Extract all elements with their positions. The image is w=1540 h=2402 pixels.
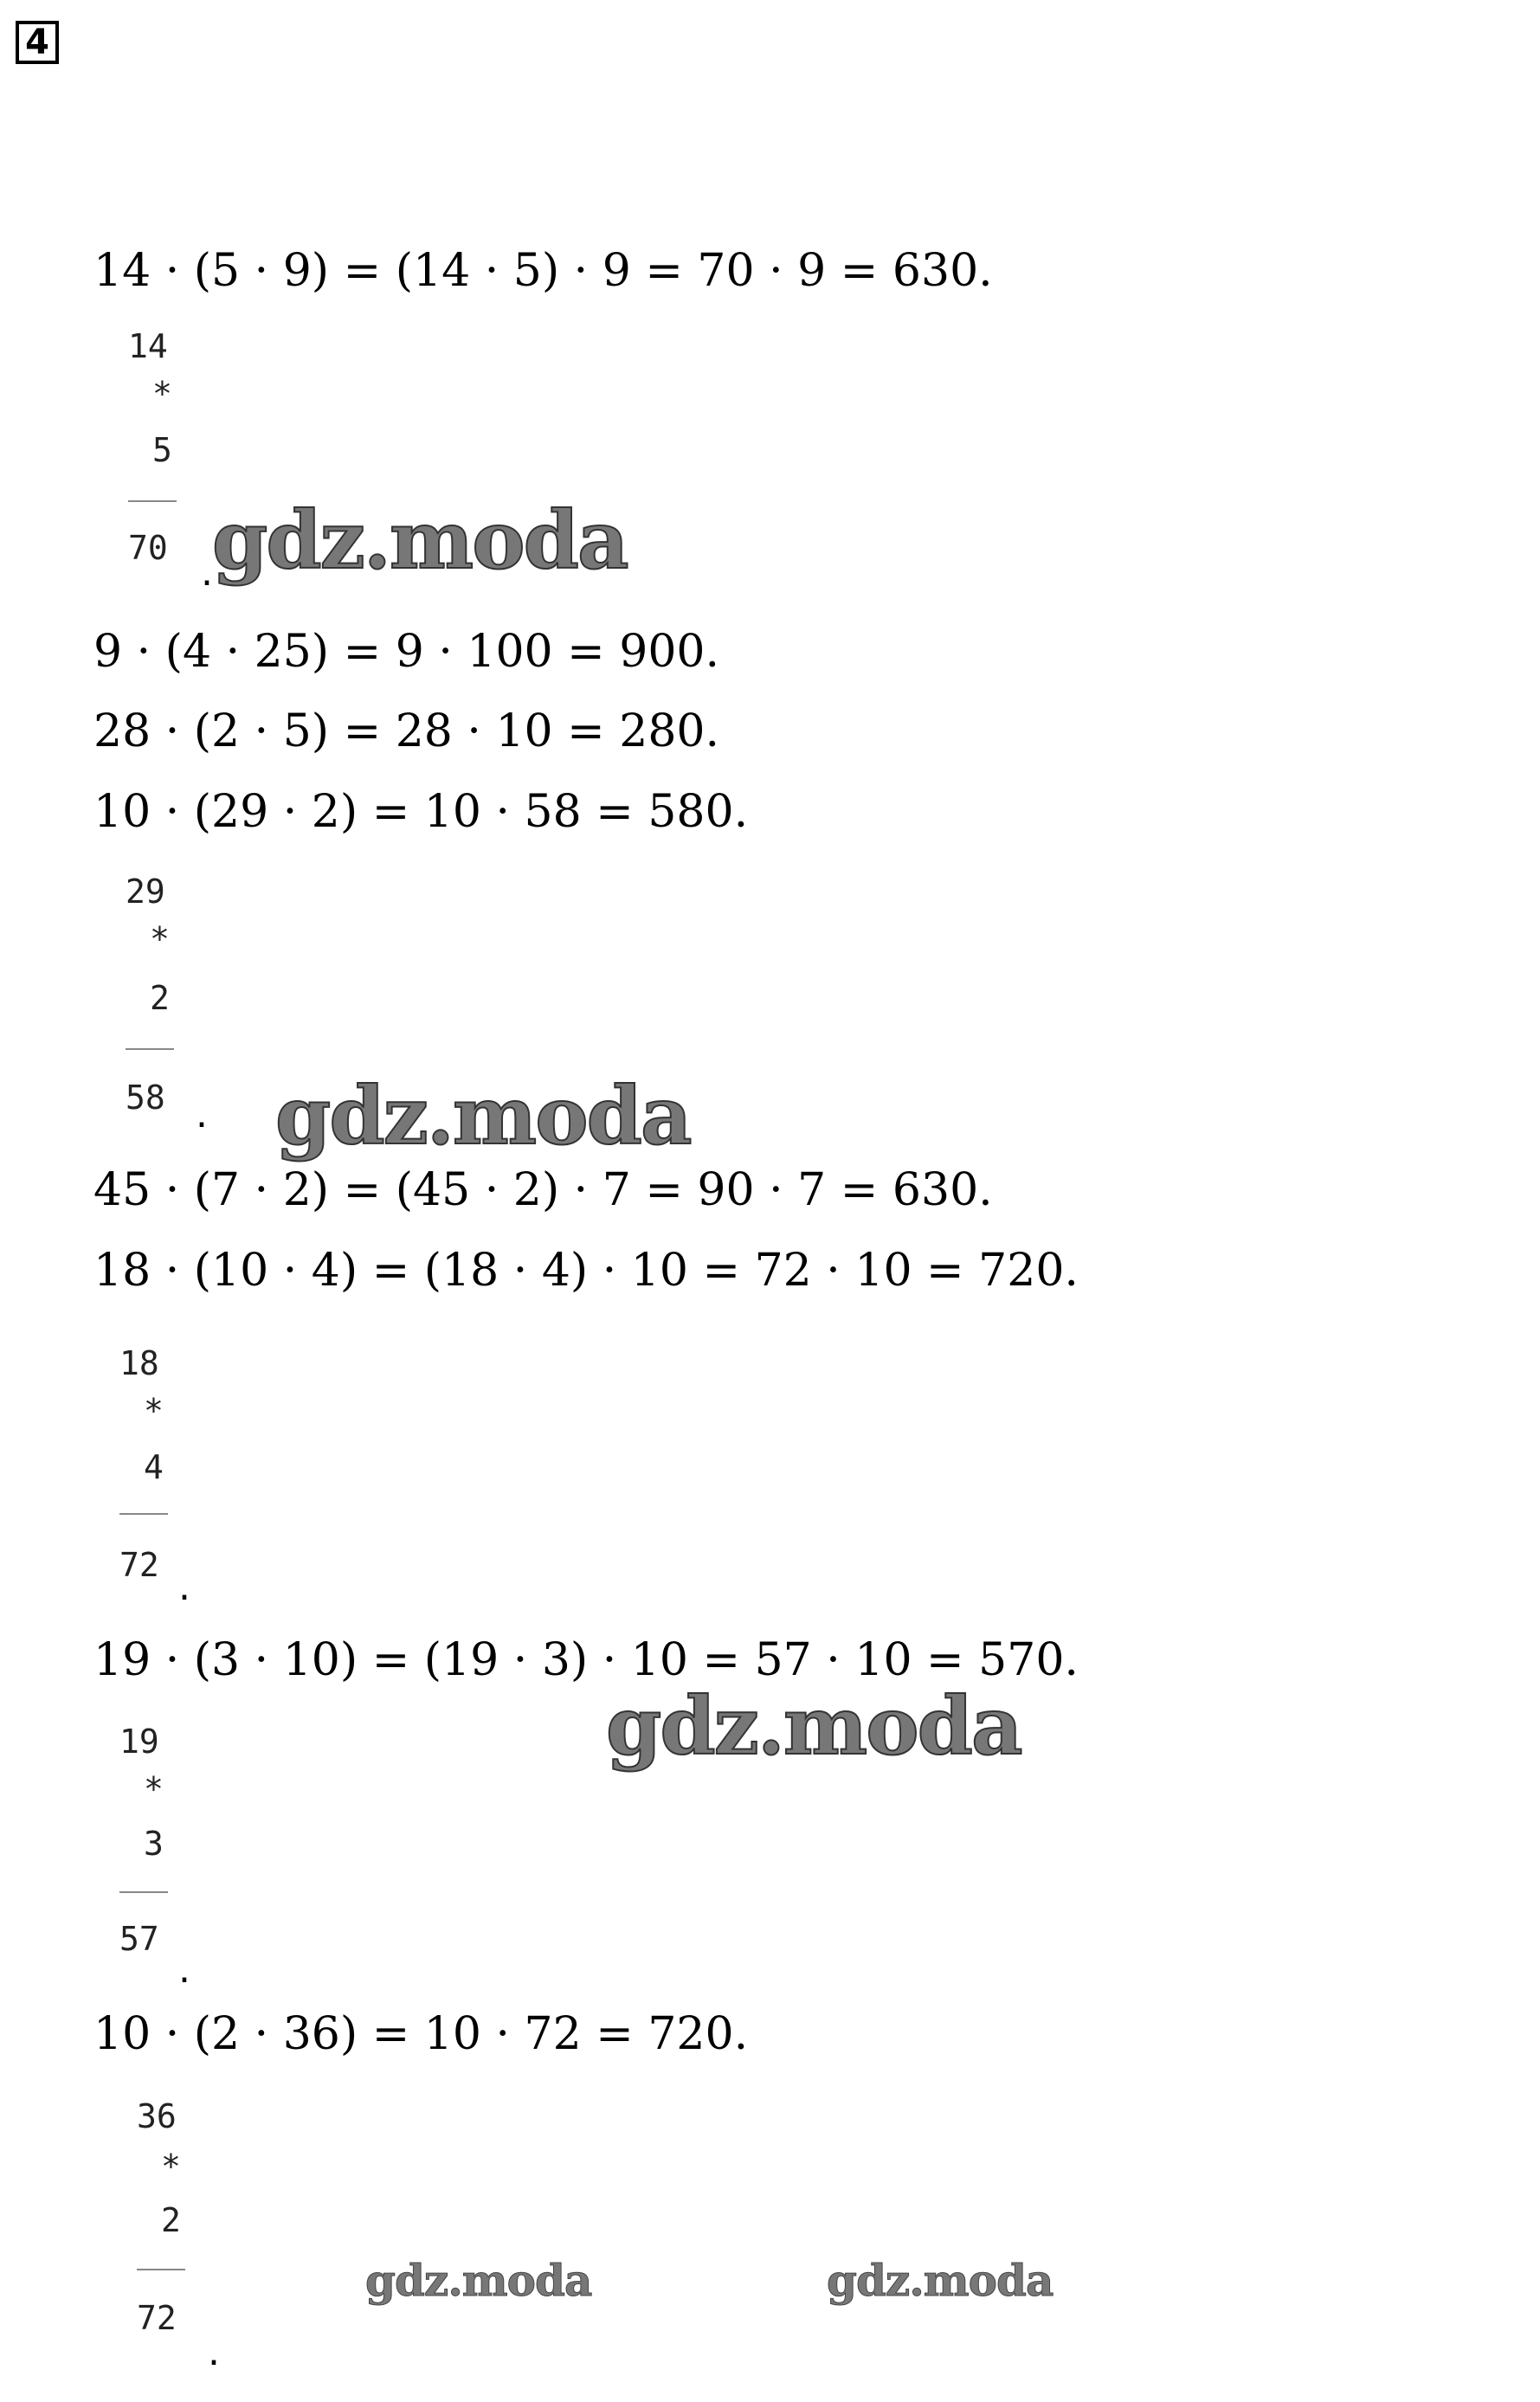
result-line xyxy=(126,1048,174,1050)
multiplicand: 36 xyxy=(137,2097,177,2135)
multiplier: 2 xyxy=(150,979,170,1017)
product: 72 xyxy=(119,1546,159,1584)
multiplier: 2 xyxy=(161,2201,181,2239)
period-mark: . xyxy=(196,1092,208,1137)
multiplicand: 14 xyxy=(128,327,168,365)
multiplier: 5 xyxy=(152,431,172,469)
multiplier: 3 xyxy=(144,1825,164,1863)
equation-line: 19 · (3 · 10) = (19 · 3) · 10 = 57 · 10 = 570. xyxy=(93,1634,1079,1686)
multiply-sign: * xyxy=(144,1392,164,1430)
multiply-sign: * xyxy=(152,375,172,413)
product: 70 xyxy=(128,529,168,567)
period-mark: . xyxy=(178,1948,190,1992)
multiplicand: 29 xyxy=(126,873,165,911)
multiplier: 4 xyxy=(144,1448,164,1486)
task-number-box: 4 xyxy=(16,21,59,64)
result-line xyxy=(119,1891,168,1893)
equation-line: 45 · (7 · 2) = (45 · 2) · 7 = 90 · 7 = 630. xyxy=(93,1164,993,1216)
multiplicand: 19 xyxy=(119,1723,159,1761)
period-mark: . xyxy=(178,1565,190,1609)
equation-line: 28 · (2 · 5) = 28 · 10 = 280. xyxy=(93,705,720,757)
equation-line: 10 · (29 · 2) = 10 · 58 = 580. xyxy=(93,786,749,838)
product: 72 xyxy=(137,2299,177,2337)
watermark: gdz.moda xyxy=(365,2255,592,2306)
watermark: gdz.moda xyxy=(212,493,628,587)
multiplicand: 18 xyxy=(119,1344,159,1382)
period-mark: . xyxy=(208,2330,220,2374)
result-line xyxy=(119,1513,168,1515)
product: 57 xyxy=(119,1920,159,1958)
watermark: gdz.moda xyxy=(606,1679,1021,1773)
equation-line: 14 · (5 · 9) = (14 · 5) · 9 = 70 · 9 = 630. xyxy=(93,245,993,297)
result-line xyxy=(128,500,177,502)
multiply-sign: * xyxy=(144,1770,164,1808)
product: 58 xyxy=(126,1079,165,1117)
result-line xyxy=(137,2269,185,2270)
watermark: gdz.moda xyxy=(827,2255,1054,2306)
period-mark: . xyxy=(201,551,213,595)
equation-line: 18 · (10 · 4) = (18 · 4) · 10 = 72 · 10 = 720. xyxy=(93,1245,1079,1297)
multiply-sign: * xyxy=(150,920,170,958)
equation-line: 9 · (4 · 25) = 9 · 100 = 900. xyxy=(93,626,720,678)
multiply-sign: * xyxy=(161,2148,181,2186)
equation-line: 10 · (2 · 36) = 10 · 72 = 720. xyxy=(93,2008,749,2060)
watermark: gdz.moda xyxy=(275,1069,691,1162)
